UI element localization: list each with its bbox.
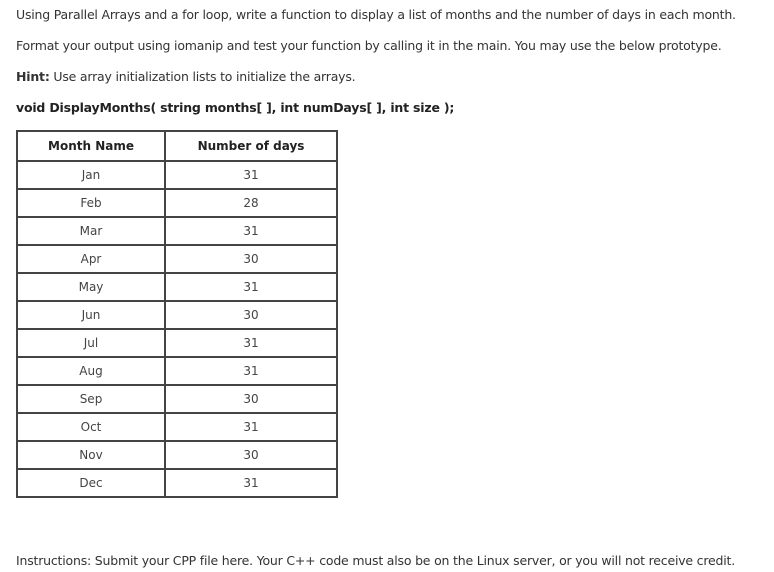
days-cell: 31 bbox=[165, 161, 337, 189]
days-cell: 31 bbox=[165, 217, 337, 245]
days-cell: 30 bbox=[165, 245, 337, 273]
days-cell: 30 bbox=[165, 385, 337, 413]
hint-line bbox=[16, 69, 355, 84]
table-row bbox=[17, 189, 337, 217]
month-cell: Apr bbox=[17, 245, 165, 273]
table-row bbox=[17, 385, 337, 413]
months-table bbox=[16, 130, 338, 498]
hint-text: Use array initialization lists to initialize the arrays. bbox=[49, 69, 356, 84]
hint-label: Hint: bbox=[16, 69, 50, 84]
table-row bbox=[17, 469, 337, 497]
table-row bbox=[17, 441, 337, 469]
table-row bbox=[17, 357, 337, 385]
month-cell: Dec bbox=[17, 469, 165, 497]
month-cell: Feb bbox=[17, 189, 165, 217]
table-row bbox=[17, 245, 337, 273]
submission-instructions: Instructions: Submit your CPP file here. Your C++ code must also be on the Linux server, or you will not receive credit. bbox=[16, 553, 735, 568]
table-row bbox=[17, 161, 337, 189]
month-cell: Sep bbox=[17, 385, 165, 413]
days-cell: 30 bbox=[165, 301, 337, 329]
instruction-line-1: Using Parallel Arrays and a for loop, write a function to display a list of months and the number of days in each month. bbox=[16, 7, 736, 22]
days-cell: 31 bbox=[165, 357, 337, 385]
month-cell: Oct bbox=[17, 413, 165, 441]
month-cell: May bbox=[17, 273, 165, 301]
days-cell: 30 bbox=[165, 441, 337, 469]
table-header-row bbox=[17, 131, 337, 161]
table-row bbox=[17, 273, 337, 301]
instruction-line-2: Format your output using iomanip and test your function by calling it in the main. You may use the below prototype. bbox=[16, 38, 722, 53]
month-name-header: Month Name bbox=[17, 131, 165, 161]
days-cell: 31 bbox=[165, 273, 337, 301]
function-prototype: void DisplayMonths( string months[ ], int numDays[ ], int size ); bbox=[16, 100, 455, 115]
days-cell: 31 bbox=[165, 413, 337, 441]
month-cell: Jul bbox=[17, 329, 165, 357]
table-row bbox=[17, 301, 337, 329]
table-row bbox=[17, 217, 337, 245]
table-row bbox=[17, 413, 337, 441]
days-cell: 28 bbox=[165, 189, 337, 217]
days-cell: 31 bbox=[165, 469, 337, 497]
table-row bbox=[17, 329, 337, 357]
month-cell: Jun bbox=[17, 301, 165, 329]
month-cell: Mar bbox=[17, 217, 165, 245]
month-cell: Aug bbox=[17, 357, 165, 385]
month-cell: Nov bbox=[17, 441, 165, 469]
number-of-days-header: Number of days bbox=[165, 131, 337, 161]
days-cell: 31 bbox=[165, 329, 337, 357]
month-cell: Jan bbox=[17, 161, 165, 189]
